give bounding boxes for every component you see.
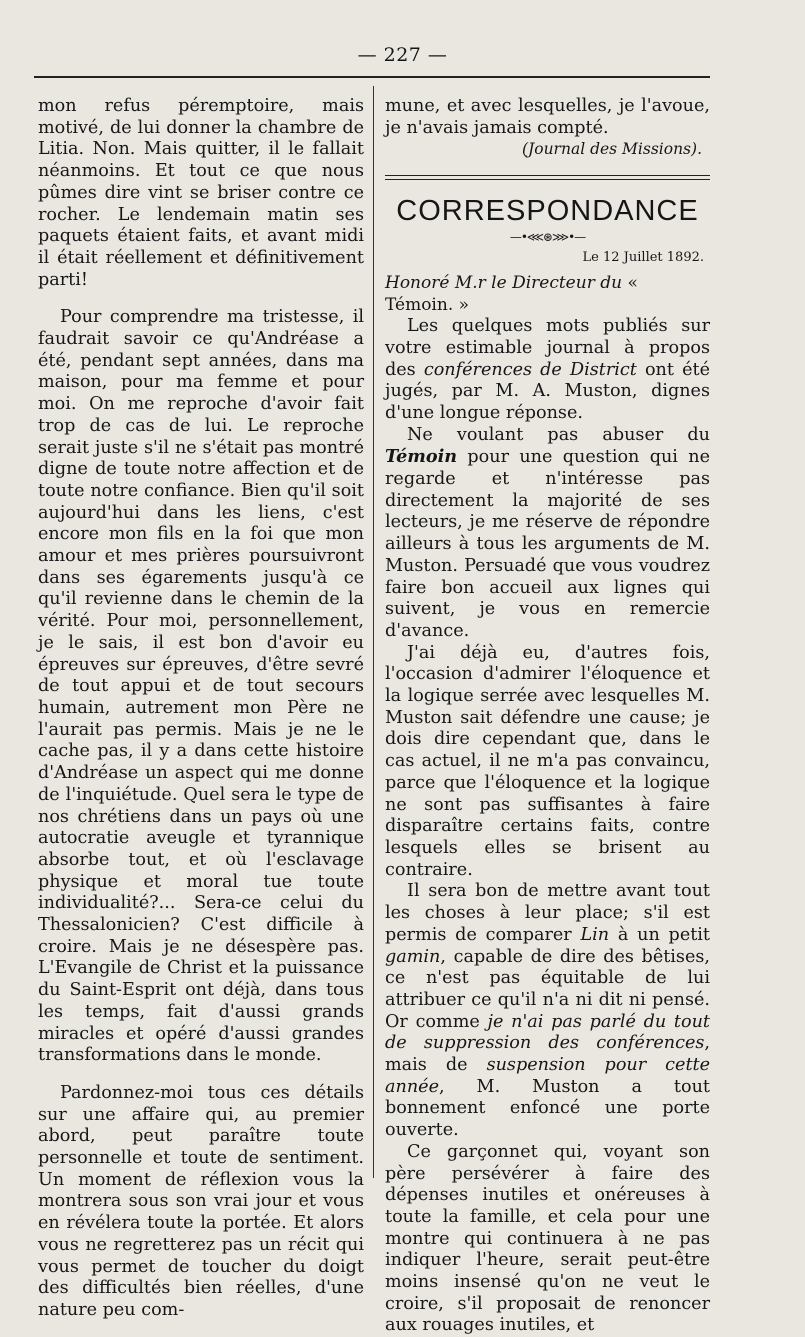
left-paragraph-3: Pardonnez-moi tous ces détails sur une affaire qui, au premier abord, peut paraître toute personnelle et toute de sentiment. Un moment de réflexion vous la montrera sous son vrai jour et vous en révélera toute la portée. Et alors vous ne regretterez pas un récit qui vous permet de toucher du doigt des difficultés bien réelles, d'une nature peu com- <box>38 1082 364 1320</box>
ornament: —•⋘⊛⋙•— <box>509 230 586 245</box>
text-run: à un petit <box>609 924 710 945</box>
right-column <box>385 96 710 1337</box>
article-source: (Journal des Missions). <box>521 140 702 159</box>
letter-paragraph-5 <box>385 1142 710 1337</box>
emphasis-run: conférences de District <box>423 359 637 380</box>
emphasis-run: je n'ai pas parlé du tout de suppression des conférences <box>385 1011 710 1054</box>
section-title: CORRESPONDANCE <box>396 195 699 228</box>
emphasis-run: Témoin <box>385 446 458 468</box>
salutation-plain: « Témoin. » <box>385 273 638 316</box>
text-run: , capable de dire des bêtises, ce n'est pas équitable de lui attribuer ce qu'il n'a ni dit ni pensé. Or comme <box>385 946 710 1032</box>
salutation <box>385 272 710 316</box>
text-run: Ce garçonnet qui, voyant son père persévérer à faire des dépenses inutiles et onéreuses à toute la famille, et cela pour une montre qui continuera à ne pas indiquer l'heure, serait peut-être moins insensé qu'on ne veut le croire, s'il proposait de renoncer aux rouages inutiles, et <box>385 1141 710 1336</box>
text-run: , mais de <box>385 1033 710 1076</box>
emphasis-run: Lin <box>580 924 610 945</box>
text-run: J'ai déjà eu, d'autres fois, l'occasion d'admirer l'éloquence et la logique serrée avec lesquelles M. Muston sait défendre une cause; je dois dire cependant que, dans le cas actuel, il ne m'a pas convaincu, parce que l'éloquence et la logique ne sont pas suffisantes à faire disparaître certains faits, contre lesquels elles se brisent au contraire. <box>385 642 710 880</box>
letter-paragraph-4 <box>385 881 710 1141</box>
letter-paragraph-3 <box>385 643 710 882</box>
text-run: ont été jugés, par M. A. Muston, dignes d'une longue réponse. <box>385 359 710 423</box>
text-run: Il sera bon de mettre avant tout les choses à leur place; s'il est permis de comparer <box>385 881 710 945</box>
left-paragraph-1: mon refus péremptoire, mais motivé, de lui donner la chambre de Litia. Non. Mais quitter, il le fallait néanmoins. Et tout ce que nous pûmes dire vint se briser contre ce rocher. Le lendemain matin ses paquets étaient faits, et avant midi il était réellement et définitivement parti! <box>38 96 364 290</box>
text-run: , M. Muston a tout bonnement enfoncé une porte ouverte. <box>385 1076 710 1141</box>
right-lead-paragraph: mune, et avec lesquelles, je l'avoue, je n'avais jamais compté. <box>385 96 710 138</box>
letter-paragraph-1 <box>385 316 710 425</box>
text-run: Les quelques mots publiés sur votre estimable journal à propos des <box>385 316 710 380</box>
dateline: Le 12 Juillet 1892. <box>582 250 704 266</box>
text-run: pour une question qui ne regarde et n'intéresse pas directement la majorité de ses lecteurs, je me réserve de répondre ailleurs à tous les arguments de M. Muston. Persuadé que vous voudrez faire bon accueil aux lignes qui suivent, je vous en remercie d'avance. <box>385 447 710 641</box>
emphasis-run: suspension pour cette année <box>385 1055 710 1097</box>
salutation-italic: Honoré M.r le Directeur du <box>385 273 623 294</box>
text-run: Ne voulant pas abuser du <box>407 424 710 445</box>
letter-paragraph-2 <box>385 425 710 643</box>
left-paragraph-2: Pour comprendre ma tristesse, il faudrait savoir ce qu'Andréase a été, pendant sept années, dans ma maison, pour ma femme et pour moi. On me reproche d'avoir fait trop de cas de lui. Le reproche serait juste s'il ne s'était pas montré digne de toute notre affection et de toute notre confiance. Bien qu'il soit aujourd'hui dans les liens, c'est encore mon fils en la foi que mon amour et mes prières poursuivront dans ses égarements jusqu'à ce qu'il revienne dans le chemin de la vérité. Pour moi, personnellement, je le sais, il est bon d'avoir eu épreuves sur épreuves, d'être sevré de tout appui et de tout secours humain, autrement mon Père ne l'aurait pas permis. Mais je ne le cache pas, il y a dans cette histoire d'Andréase un aspect qui me donne de l'inquiétude. Quel sera le type de nos chrétiens dans un pays où une autocratie aveugle et tyrannique absorbe tout, et où l'esclavage physique et moral tue toute individualité?... Sera-ce celui du Thessalonicien? C'est difficile à croire. Mais je ne désespère pas. L'Evangile de Christ et la puissance du Saint-Esprit ont déjà, dans tous les temps, fait d'aussi grands miracles et opéré d'aussi grandes transformations dans le monde. <box>38 307 364 1066</box>
header-rule <box>34 76 710 78</box>
left-column <box>38 96 364 1322</box>
page-number: — 227 — <box>357 44 448 66</box>
column-divider <box>373 86 374 1178</box>
section-rule <box>385 175 710 180</box>
emphasis-run: gamin <box>385 946 441 967</box>
